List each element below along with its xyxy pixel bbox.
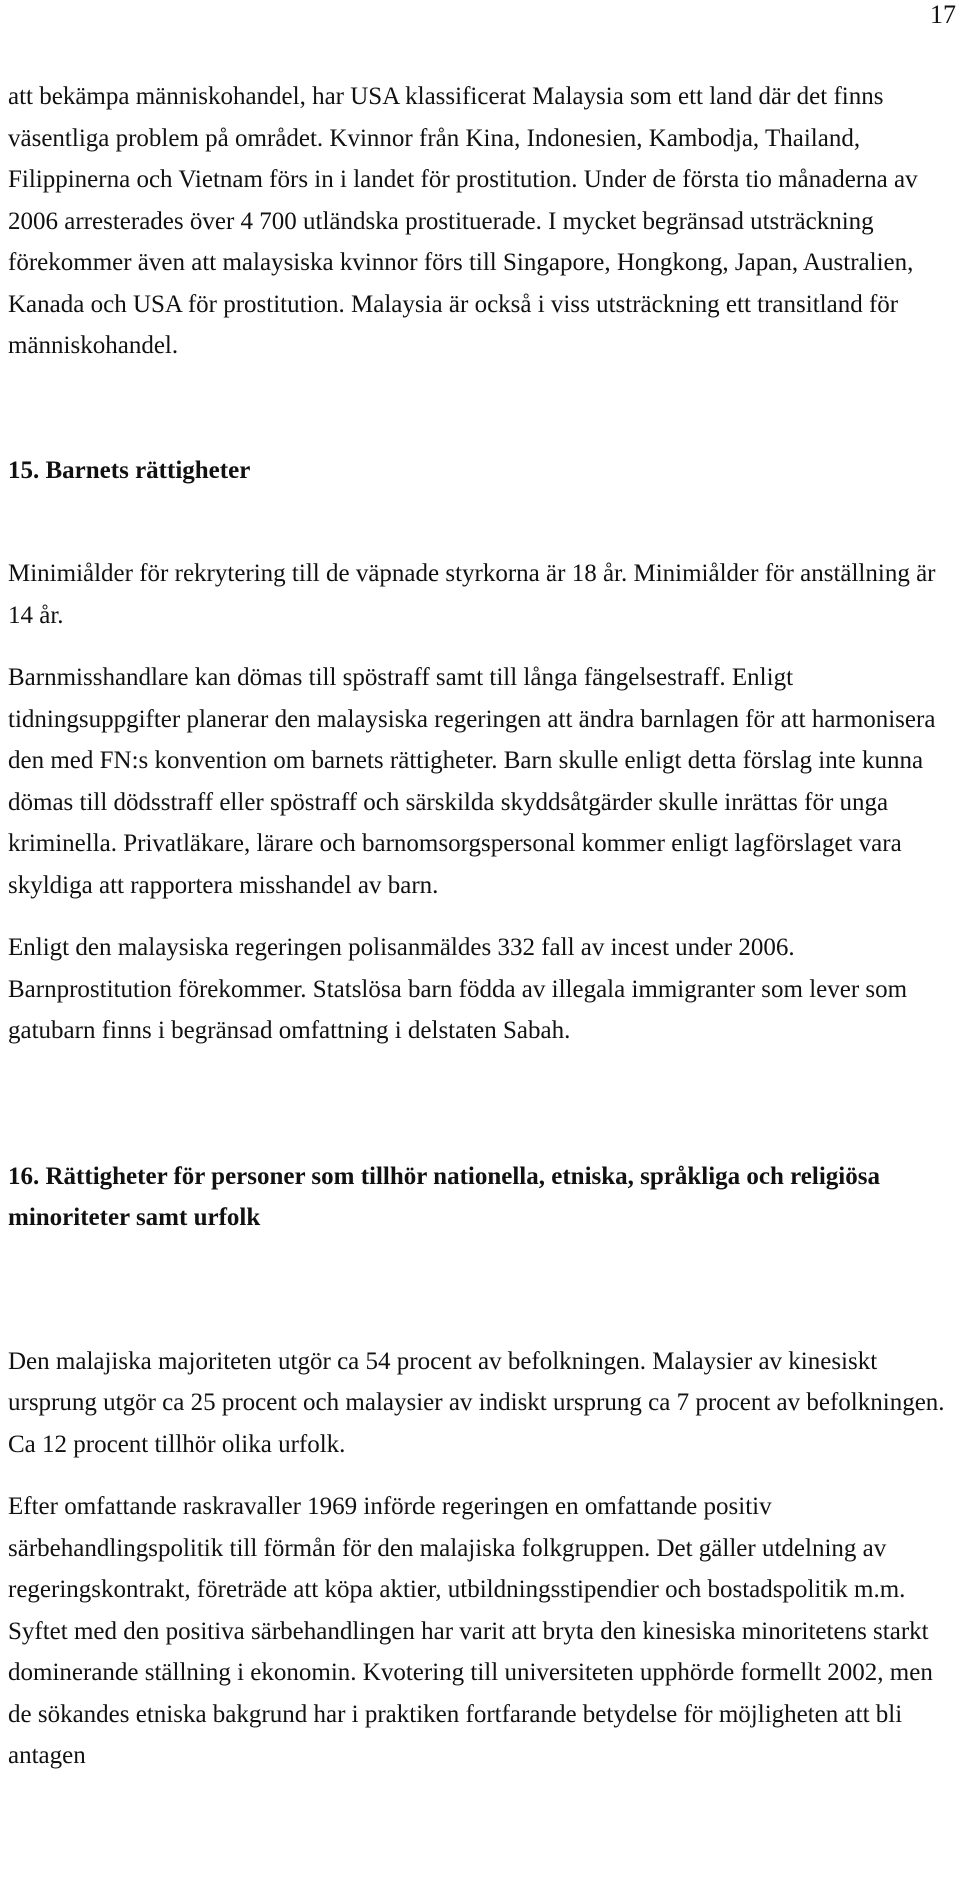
section-15-paragraph-2: Barnmisshandlare kan dömas till spöstraff samt till långa fängelsestraff. Enligt tidningsuppgifter planerar den malaysiska regeringen att ändra barnlagen för att harmonisera den med FN:s konvention om barnets rättigheter. Barn skulle enligt detta förslag inte kunna dömas till dödsstraff eller spöstraff och särskilda skyddsåtgärder skulle inrättas för unga kriminella. Privatläkare, lärare och barnomsorgspersonal kommer enligt lagförslaget vara skyldiga att rapportera misshandel av barn.	[8, 664, 936, 899]
spacer	[8, 367, 958, 450]
section-16-paragraph-1: Den malajiska majoriteten utgör ca 54 procent av befolkningen. Malaysier av kinesiskt ursprung utgör ca 25 procent och malaysier av indiskt ursprung ca 7 procent av befolkningen. Ca 12 procent tillhör olika urfolk.	[8, 1347, 945, 1458]
spacer	[8, 491, 958, 553]
spacer	[8, 1052, 958, 1156]
spacer	[8, 1239, 958, 1341]
section-16-paragraph-2: Efter omfattande raskravaller 1969 införde regeringen en omfattande positiv särbehandlingspolitik till förmån för den malajiska folkgruppen. Det gäller utdelning av regeringskontrakt, företräde att köpa aktier, utbildningsstipendier och bostadspolitik m.m. Syftet med den positiva särbehandlingen har varit att bryta den kinesiska minoritetens starkt dominerande ställning i ekonomin. Kvotering till universiteten upphörde formellt 2002, men de sökandes etniska bakgrund har i praktiken fortfarande betydelse för möjligheten att bli antagen	[8, 1493, 933, 1769]
section-16-heading: 16. Rättigheter för personer som tillhör nationella, etniska, språkliga och religiösa minoriteter samt urfolk	[8, 1162, 880, 1231]
intro-paragraph: att bekämpa människohandel, har USA klassificerat Malaysia som ett land där det finns väsentliga problem på området. Kvinnor från Kina, Indonesien, Kambodja, Thailand, Filippinerna och Vietnam förs in i landet för prostitution. Under de första tio månaderna av 2006 arresterades över 4 700 utländska prostituerade. I mycket begränsad utsträckning förekommer även att malaysiska kvinnor förs till Singapore, Hongkong, Japan, Australien, Kanada och USA för prostitution. Malaysia är också i viss utsträckning ett transitland för människohandel.	[8, 83, 918, 359]
section-15-heading: 15. Barnets rättigheter	[8, 456, 251, 484]
document-body	[8, 76, 958, 1777]
page-number: 17	[930, 0, 956, 29]
section-15-paragraph-3: Enligt den malaysiska regeringen polisanmäldes 332 fall av incest under 2006. Barnprostitution förekommer. Statslösa barn födda av illegala immigranter som lever som gatubarn finns i begränsad omfattning i delstaten Sabah.	[8, 934, 908, 1044]
spacer	[8, 906, 958, 927]
spacer	[8, 1465, 958, 1486]
section-15-paragraph-1: Minimiålder för rekrytering till de väpnade styrkorna är 18 år. Minimiålder för anställning är 14 år.	[8, 560, 936, 629]
spacer	[8, 636, 958, 657]
